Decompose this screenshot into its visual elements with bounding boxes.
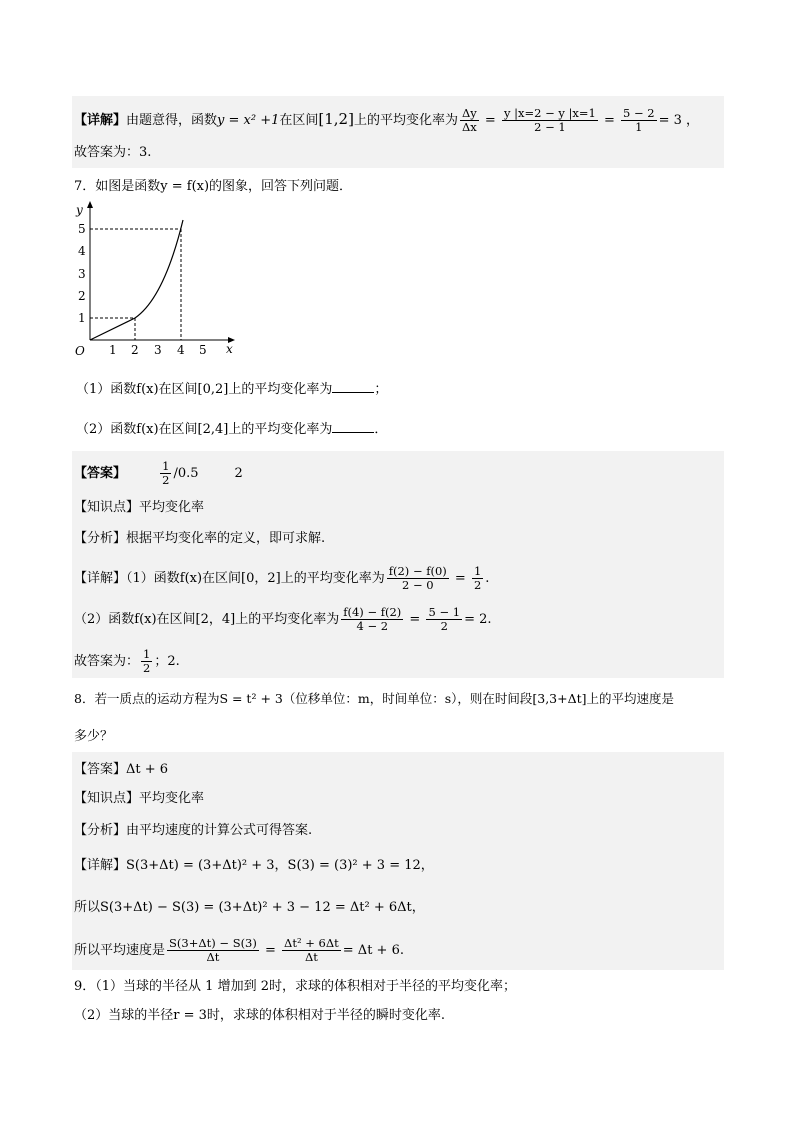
q6-frac3: $\frac{5 - 2}{1}$	[623, 106, 655, 134]
q6-answer: 故答案为：3.	[74, 145, 152, 160]
q6-detail-text3: 上的平均变化率为	[353, 113, 458, 128]
q6-detail-fn: y = x² +1	[217, 113, 280, 128]
q8-answer: 【答案】Δt + 6	[74, 762, 169, 777]
q7-knowledge: 【知识点】平均变化率	[74, 500, 205, 515]
q7-detail2-frac2: $\frac{5 - 1}{2}$	[428, 605, 461, 633]
q7-answer-alt: /0.5	[173, 466, 199, 481]
q8-step2: 所以S(3+Δt) − S(3) = (3+Δt)² + 3 − 12 = Δt² + 6Δt，	[74, 900, 425, 915]
y-tick-1: 1	[78, 311, 86, 325]
q7-part2-blank[interactable]	[332, 420, 374, 433]
q6-detail-text2: 在区间	[279, 113, 319, 128]
q6-frac2: $\frac{y |x=2 - y |x=1}{2 - 1}$	[503, 106, 596, 134]
q7-part1	[76, 380, 387, 399]
q8-detail: 【详解】S(3+Δt) = (3+Δt)² + 3，S(3) = (3)² + 3 = 12，	[74, 858, 434, 873]
q7-part1-text: （1）函数f(x)在区间[0,2]上的平均变化率为	[76, 382, 333, 397]
q7-detail1-frac: $\frac{f(2) - f(0)}{2 - 0}$	[388, 564, 447, 592]
q7-final	[74, 648, 180, 675]
q8-knowledge: 【知识点】平均变化率	[74, 791, 205, 806]
q7-part1-blank[interactable]	[332, 380, 374, 393]
q7-final-text: 故答案为：	[74, 654, 140, 669]
q7-detail1-result: $\frac{1}{2}$	[473, 564, 482, 592]
q8-step3: 所以平均速度是 $\frac{S(3+\Delta t) - S(3)}{\Delta t}$ = $\frac{\text{Δt² + 6Δt}}{\Delta t}$ = Δt + 6.	[74, 936, 404, 964]
y-axis-arrow-icon	[87, 201, 93, 208]
q7-detail2: （2）函数f(x)在区间[2，4]上的平均变化率为 $\frac{f(4) - f(2)}{4 - 2}$ = $\frac{5 - 1}{2}$ = 2.	[74, 605, 492, 633]
q7-part2	[76, 420, 387, 439]
y-axis-label: y	[76, 203, 83, 217]
y-tick-2: 2	[78, 289, 86, 303]
q7-answer-tag: 【答案】	[74, 466, 127, 481]
y-tick-3: 3	[78, 267, 86, 281]
q6-detail-interval: [1,2]	[318, 110, 354, 128]
q6-detail-end: = 3 ，	[658, 113, 700, 128]
q9-line1: 9．（1）当球的半径从 1 增加到 2时，求球的体积相对于半径的平均变化率；	[74, 979, 516, 994]
q8-analysis: 【分析】由平均速度的计算公式可得答案.	[74, 823, 313, 838]
x-tick-3: 3	[154, 343, 162, 357]
q7-detail2-frac: $\frac{f(4) - f(2)}{4 - 2}$	[343, 605, 402, 633]
q8-step3-frac2: $\frac{\text{Δt² + 6Δt}}{\Delta t}$	[284, 936, 339, 964]
y-tick-5: 5	[78, 222, 86, 236]
x-tick-4: 4	[177, 343, 185, 357]
q7-part2-text: （2）函数f(x)在区间[2,4]上的平均变化率为	[76, 422, 333, 437]
q8-step3-frac1: $\frac{S(3+\Delta t) - S(3)}{\Delta t}$	[169, 936, 257, 964]
x-axis-label: x	[226, 342, 233, 356]
q7-final-end: ；2.	[154, 654, 180, 669]
q7-detail2-text: （2）函数f(x)在区间[2，4]上的平均变化率为	[74, 612, 340, 627]
q8-step3-text: 所以平均速度是	[74, 943, 166, 958]
function-graph	[72, 198, 242, 360]
q9-line2: （2）当球的半径r = 3时，求球的体积相对于半径的瞬时变化率.	[74, 1008, 446, 1023]
q8-question-line2: 多少？	[74, 729, 114, 744]
q6-detail-text1: 由题意得，函数	[126, 113, 218, 128]
x-tick-2: 2	[131, 343, 139, 357]
q7-analysis: 【分析】根据平均变化率的定义，即可求解.	[74, 531, 326, 546]
q7-answer-frac: $\frac{1}{2}$	[162, 459, 170, 487]
q7-answer-second: 2	[234, 466, 243, 481]
function-curve	[90, 220, 183, 340]
q7-detail2-end: = 2.	[464, 612, 492, 627]
q8-step3-end: = Δt + 6.	[342, 943, 404, 958]
x-tick-5: 5	[199, 343, 207, 357]
y-tick-4: 4	[78, 244, 86, 258]
q7-final-frac: $\frac{1}{2}$	[143, 647, 151, 675]
q7-answer-line	[74, 460, 243, 487]
q7-question: 7．如图是函数y = f(x)的图象，回答下列问题．	[74, 179, 353, 194]
q7-detail1: 【详解】（1）函数f(x)在区间[0，2]上的平均变化率为 $\frac{f(2) - f(0)}{2 - 0}$ = $\frac{1}{2}$ .	[74, 564, 490, 592]
q7-detail1-text: 【详解】（1）函数f(x)在区间[0，2]上的平均变化率为	[74, 571, 385, 586]
q6-frac1: $\frac{\Delta y}{\Delta x}$	[461, 106, 477, 134]
q7-part1-end: ；	[374, 382, 388, 397]
q8-question-line1: 8．若一质点的运动方程为S = t² + 3（位移单位：m，时间单位：s），则在时间段[3,3+Δt]上的平均速度是	[74, 691, 675, 706]
x-tick-1: 1	[109, 343, 117, 357]
q6-detail-tag: 【详解】	[74, 113, 127, 128]
q7-part2-end: ．	[374, 422, 388, 437]
q6-detail-line: 【详解】由题意得，函数y = x² +1在区间[1,2]上的平均变化率为 $\frac{\Delta y}{\Delta x}$ = $\frac{y |x=2 - y |x=1}{2 - 1}$ = $\frac{5 - 2}{1}$ = 3 ，	[74, 106, 700, 134]
origin-label: O	[75, 344, 85, 358]
